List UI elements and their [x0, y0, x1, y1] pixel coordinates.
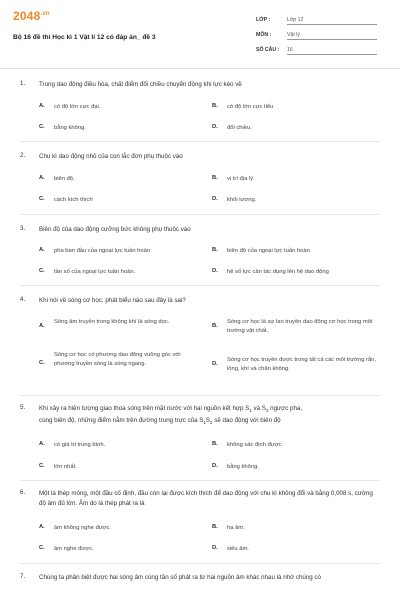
question-number: 1.: [20, 80, 26, 87]
question-text: Một lá thép mỏng, một đầu cố định, đầu còn lại được kích thích để dao động với chu kì không đổi và bằng 0,008 s, cường độ âm đủ lớn. Âm do lá thép phát ra là: [39, 490, 373, 507]
meta-count-value: 16: [287, 47, 377, 55]
worksheet-header: [0, 0, 400, 66]
question-text: Chu kì dao động nhỏ của con lắc đơn phụ thuộc vào: [39, 153, 183, 160]
worksheet-page: $2048^{.vn}$ Bộ 16 đề thi Học kì 1 Vật lí 12 có đáp án_ đề 3 LỚP : Lớp 12 MÔN : Vật lý SỐ CÂU : 16 1. Trong dao động điều hòa, chất điểm đổi chiều chuyển động khi lực kéo về A. có độ lớn cực đại. B. có độ lớn cực tiểu C. bằng không. D. đổi chiều. 2. Chu kì dao động nhỏ của con lắc đơn phụ thuộc vào A. biên độ. B. vị trí địa lý C. cách kích thích D. khối lượng. 3. Biên độ của dao động cưỡng bức không phụ thuộc vào A. pha ban đầu của ngoại lực tuần hoàn B. biên độ của ngoại lực tuần hoàn C. tần số của ngoại lực tuần hoàn. D. hệ số lực cản tác dụng lên hệ dao động 4. Khi nói về sóng cơ học, phát biểu nào sau đây là sai? A. Sóng âm truyền trong không khí là sóng dọc. B. Sóng cơ học là sự lan truyền dao động cơ học trong môi trường vật chất. C. Sóng cơ học có phương dao động vuông góc với phương truyền sóng là sóng ngang. D. Sóng cơ học truyền được trong tất cả các môi trường rắn, lỏng, khí và chân không. 5. Khi xảy ra hiện tượng giao thoa sóng trên mặt nước với hai nguồn kết hợp $S_1$ và $S_2$ ngược pha, cùng biên độ, những điểm nằm trên đường trung trực của $S_1S_2$ sẽ dao động với biên độ A. có giá trị trung bình. B. không xác định được. C. lớn nhất. D. bằng không. 6. Một lá thép mỏng, một đầu cố định, đầu còn lại được kích thích để dao động với chu kì không đổi và bằng 0,008 s, cường độ âm đủ lớn. Âm do lá thép phát ra là A. âm không nghe được. B. hạ âm. C. âm nghe được. D. siêu âm. 7. Chúng ta phân biệt được hai sóng âm cùng tần số phát ra từ hai nguồn âm khác nhau là nhờ chúng có: [0, 0, 400, 600]
question-number: 2.: [20, 152, 26, 159]
question-number: 7.: [20, 573, 26, 580]
question-text: Trong dao động điều hòa, chất điểm đổi chiều chuyển động khi lực kéo về: [39, 81, 242, 88]
question-number: 4.: [20, 296, 26, 303]
meta-subject-key: MÔN :: [256, 32, 272, 38]
meta-class-value: Lớp 12: [287, 17, 377, 25]
question-number: 6.: [20, 489, 26, 496]
site-logo[interactable]: $2048^{.vn}$: [13, 9, 50, 23]
question-separator: [20, 214, 380, 215]
question-separator: [20, 480, 380, 481]
question-text: Biên độ của dao động cưỡng bức không phụ thuộc vào: [39, 226, 191, 233]
question-text: Chúng ta phân biệt được hai sóng âm cùng tần số phát ra từ hai nguồn âm khác nhau là nhờ chúng có: [39, 574, 321, 581]
meta-subject-value: Vật lý: [287, 32, 377, 40]
question-number: 5.: [20, 404, 26, 411]
meta-count-key: SỐ CÂU :: [256, 47, 280, 53]
question-separator: [20, 395, 380, 396]
question-text: Khi nói về sóng cơ học, phát biểu nào sau đây là sai?: [39, 297, 186, 304]
question-number: 3.: [20, 225, 26, 232]
document-title: Bộ 16 đề thi Học kì 1 Vật lí 12 có đáp án_ đề 3: [13, 34, 156, 41]
question-text: Khi xảy ra hiện tượng giao thoa sóng trên mặt nước với hai nguồn kết hợp $S_1$ và $S_2$ ngược pha, cùng biên độ, những điểm nằm trên đường trung trực của $S_1S_2$ sẽ dao động với biên độ: [39, 405, 303, 425]
question-separator: [20, 285, 380, 286]
header-divider: [0, 68, 400, 69]
question-separator: [20, 563, 380, 564]
meta-class-key: LỚP :: [256, 17, 271, 23]
question-separator: [20, 141, 380, 142]
